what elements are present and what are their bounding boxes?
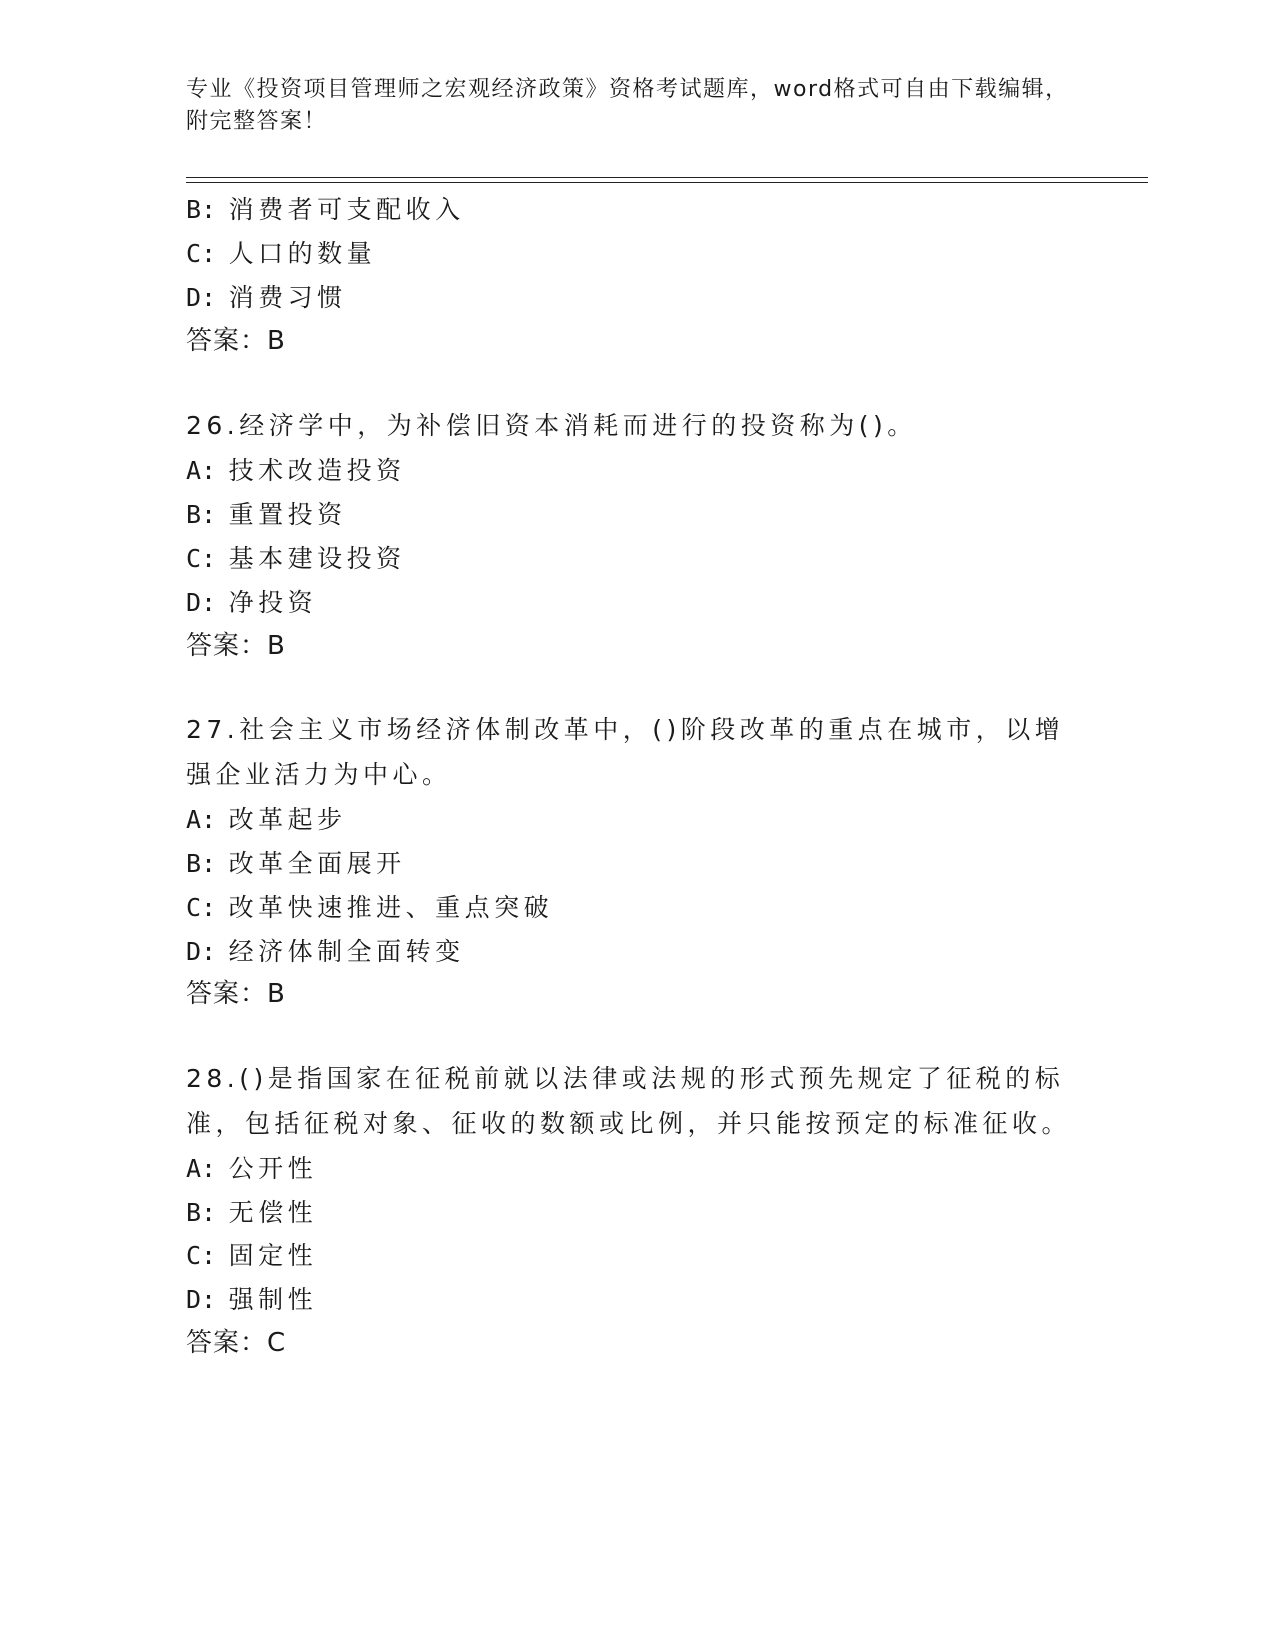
question-stem: 27.社会主义市场经济体制改革中，()阶段改革的重点在城市，以增强企业活力为中心。 — [186, 715, 1065, 789]
option-line: D: 经济体制全面转变 — [186, 937, 465, 966]
option-line: B: 消费者可支配收入 — [186, 195, 465, 224]
option-line: D: 强制性 — [186, 1285, 318, 1314]
option-line: C: 固定性 — [186, 1241, 318, 1270]
answer-line: 答案：C — [186, 1328, 287, 1358]
option-line: D: 净投资 — [186, 588, 318, 617]
question-stem: 28.()是指国家在征税前就以法律或法规的形式预先规定了征税的标准，包括征税对象、征收的数额或比例，并只能按预定的标准征收。 — [186, 1064, 1072, 1138]
answer-line: 答案：B — [186, 979, 286, 1009]
document-header: 专业《投资项目管理师之宏观经济政策》资格考试题库，word格式可自由下载编辑，附完整答案！ — [186, 77, 1069, 134]
option-line: C: 人口的数量 — [186, 239, 377, 268]
header-divider-bottom — [186, 182, 1148, 183]
question-stem: 26.经济学中，为补偿旧资本消耗而进行的投资称为()。 — [186, 411, 917, 440]
option-line: D: 消费习惯 — [186, 283, 347, 312]
option-line: C: 改革快速推进、重点突破 — [186, 893, 554, 922]
option-line: B: 无偿性 — [186, 1198, 318, 1227]
answer-line: 答案：B — [186, 631, 286, 661]
option-line: C: 基本建设投资 — [186, 544, 406, 573]
option-line: A: 改革起步 — [186, 805, 347, 834]
answer-line: 答案：B — [186, 326, 286, 356]
option-line: A: 公开性 — [186, 1154, 318, 1183]
option-line: B: 改革全面展开 — [186, 849, 406, 878]
header-divider-top — [186, 177, 1148, 178]
option-line: B: 重置投资 — [186, 500, 347, 529]
option-line: A: 技术改造投资 — [186, 456, 406, 485]
